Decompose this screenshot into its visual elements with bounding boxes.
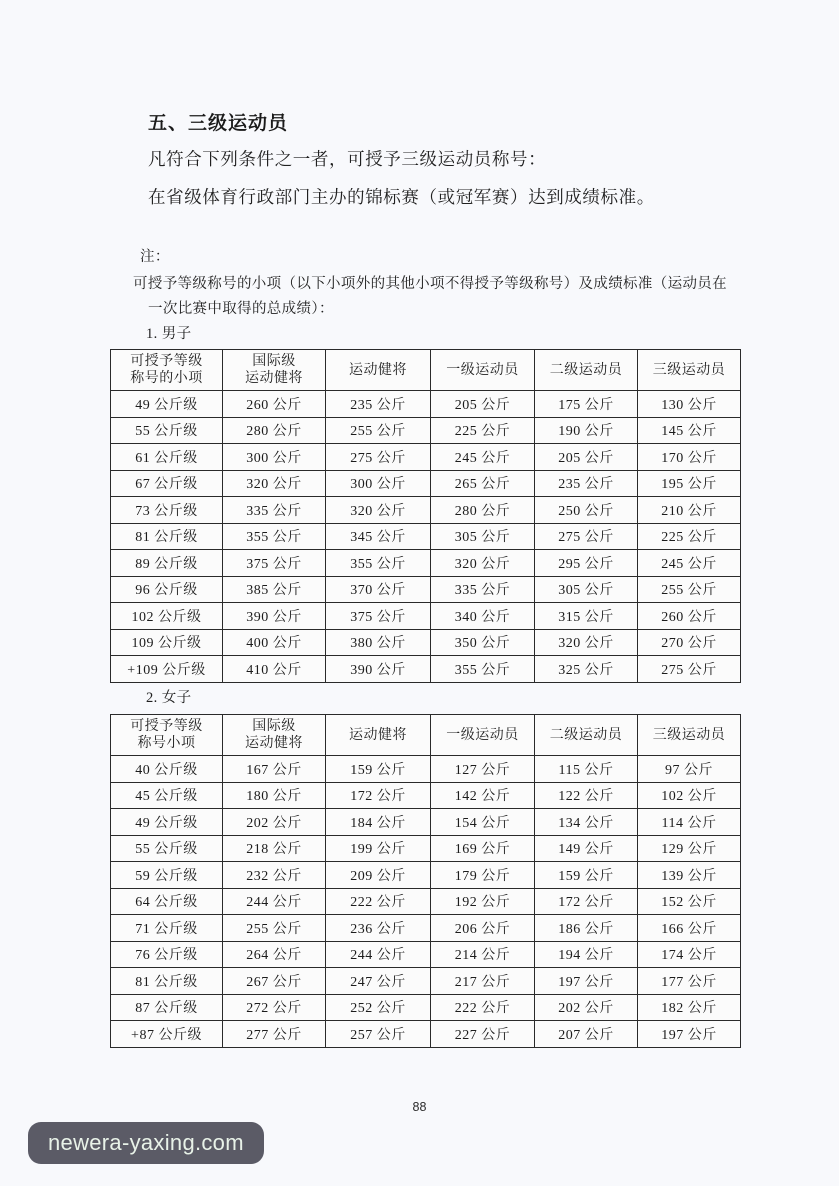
page-title: 五、三级运动员	[148, 113, 289, 134]
page-number: 88	[412, 1100, 427, 1114]
cell-standard: 166 公斤	[638, 915, 741, 942]
cell-standard: 244 公斤	[326, 941, 431, 968]
table-row	[111, 656, 741, 683]
cell-standard: 375 公斤	[326, 603, 431, 630]
column-header-event-line2: 称号的小项	[130, 371, 203, 386]
cell-standard: 218 公斤	[223, 835, 326, 862]
cell-standard: 195 公斤	[638, 470, 741, 497]
cell-standard: 340 公斤	[431, 603, 535, 630]
cell-standard: 244 公斤	[223, 888, 326, 915]
cell-standard: 320 公斤	[431, 550, 535, 577]
cell-standard: 159 公斤	[535, 862, 638, 889]
cell-standard: 320 公斤	[535, 629, 638, 656]
table-header-row	[111, 350, 741, 391]
cell-standard: 129 公斤	[638, 835, 741, 862]
cell-standard: 235 公斤	[535, 470, 638, 497]
table-body-women	[111, 756, 741, 1048]
cell-event-class: 59 公斤级	[111, 862, 223, 889]
cell-standard: 177 公斤	[638, 968, 741, 995]
cell-standard: 335 公斤	[431, 576, 535, 603]
table-header-row	[111, 715, 741, 756]
cell-standard: 199 公斤	[326, 835, 431, 862]
cell-standard: 277 公斤	[223, 1021, 326, 1048]
cell-standard: 225 公斤	[638, 523, 741, 550]
cell-standard: 264 公斤	[223, 941, 326, 968]
cell-standard: 227 公斤	[431, 1021, 535, 1048]
cell-standard: 182 公斤	[638, 994, 741, 1021]
cell-standard: 345 公斤	[326, 523, 431, 550]
cell-standard: 202 公斤	[535, 994, 638, 1021]
cell-standard: 275 公斤	[326, 444, 431, 471]
cell-event-class: 109 公斤级	[111, 629, 223, 656]
cell-standard: 355 公斤	[326, 550, 431, 577]
cell-standard: 350 公斤	[431, 629, 535, 656]
column-header-intl-line2: 运动健将	[245, 371, 303, 386]
cell-standard: 305 公斤	[431, 523, 535, 550]
cell-standard: 280 公斤	[431, 497, 535, 524]
cell-standard: 130 公斤	[638, 391, 741, 418]
cell-standard: 410 公斤	[223, 656, 326, 683]
table-row	[111, 391, 741, 418]
table-row	[111, 603, 741, 630]
cell-standard: 385 公斤	[223, 576, 326, 603]
cell-standard: 145 公斤	[638, 417, 741, 444]
cell-standard: 134 公斤	[535, 809, 638, 836]
column-header-grade-3: 三级运动员	[638, 350, 741, 391]
column-header-intl-line1: 国际级	[252, 719, 296, 734]
cell-standard: 197 公斤	[638, 1021, 741, 1048]
cell-standard: 260 公斤	[638, 603, 741, 630]
cell-standard: 390 公斤	[326, 656, 431, 683]
table-row	[111, 941, 741, 968]
cell-standard: 280 公斤	[223, 417, 326, 444]
table-row	[111, 523, 741, 550]
cell-standard: 206 公斤	[431, 915, 535, 942]
cell-standard: 250 公斤	[535, 497, 638, 524]
cell-standard: 169 公斤	[431, 835, 535, 862]
column-header-intl-line1: 国际级	[252, 354, 296, 369]
cell-event-class: 55 公斤级	[111, 835, 223, 862]
cell-standard: 305 公斤	[535, 576, 638, 603]
cell-standard: 257 公斤	[326, 1021, 431, 1048]
cell-standard: 167 公斤	[223, 756, 326, 783]
cell-standard: 214 公斤	[431, 941, 535, 968]
cell-event-class: +87 公斤级	[111, 1021, 223, 1048]
cell-standard: 175 公斤	[535, 391, 638, 418]
column-header-grade-2: 二级运动员	[535, 350, 638, 391]
cell-standard: 390 公斤	[223, 603, 326, 630]
cell-standard: 152 公斤	[638, 888, 741, 915]
cell-standard: 205 公斤	[431, 391, 535, 418]
column-header-international-master	[223, 350, 326, 391]
cell-event-class: 61 公斤级	[111, 444, 223, 471]
cell-standard: 172 公斤	[535, 888, 638, 915]
cell-event-class: 87 公斤级	[111, 994, 223, 1021]
table-row	[111, 470, 741, 497]
cell-event-class: 96 公斤级	[111, 576, 223, 603]
table-row	[111, 1021, 741, 1048]
cell-event-class: 55 公斤级	[111, 417, 223, 444]
cell-standard: 252 公斤	[326, 994, 431, 1021]
cell-standard: 255 公斤	[223, 915, 326, 942]
cell-standard: 232 公斤	[223, 862, 326, 889]
cell-standard: 380 公斤	[326, 629, 431, 656]
cell-event-class: 40 公斤级	[111, 756, 223, 783]
note-line-2: 一次比赛中取得的总成绩）：	[148, 301, 334, 317]
cell-standard: 139 公斤	[638, 862, 741, 889]
cell-standard: 320 公斤	[223, 470, 326, 497]
cell-standard: 236 公斤	[326, 915, 431, 942]
column-header-grade-3: 三级运动员	[638, 715, 741, 756]
table-row	[111, 968, 741, 995]
cell-event-class: 102 公斤级	[111, 603, 223, 630]
cell-standard: 375 公斤	[223, 550, 326, 577]
cell-standard: 267 公斤	[223, 968, 326, 995]
cell-standard: 186 公斤	[535, 915, 638, 942]
cell-event-class: 81 公斤级	[111, 523, 223, 550]
cell-standard: 245 公斤	[431, 444, 535, 471]
cell-standard: 300 公斤	[326, 470, 431, 497]
table-caption-women: 2. 女子	[146, 690, 192, 706]
cell-standard: 170 公斤	[638, 444, 741, 471]
cell-standard: 102 公斤	[638, 782, 741, 809]
note-label: 注：	[140, 249, 170, 265]
cell-standard: 400 公斤	[223, 629, 326, 656]
cell-standard: 209 公斤	[326, 862, 431, 889]
cell-standard: 300 公斤	[223, 444, 326, 471]
cell-standard: 295 公斤	[535, 550, 638, 577]
column-header-event	[111, 715, 223, 756]
cell-standard: 207 公斤	[535, 1021, 638, 1048]
cell-standard: 197 公斤	[535, 968, 638, 995]
cell-event-class: 71 公斤级	[111, 915, 223, 942]
cell-standard: 255 公斤	[638, 576, 741, 603]
cell-event-class: 45 公斤级	[111, 782, 223, 809]
cell-standard: 180 公斤	[223, 782, 326, 809]
cell-standard: 154 公斤	[431, 809, 535, 836]
cell-event-class: 81 公斤级	[111, 968, 223, 995]
cell-standard: 159 公斤	[326, 756, 431, 783]
cell-event-class: 49 公斤级	[111, 391, 223, 418]
cell-event-class: 67 公斤级	[111, 470, 223, 497]
column-header-event	[111, 350, 223, 391]
cell-standard: 222 公斤	[326, 888, 431, 915]
cell-standard: 127 公斤	[431, 756, 535, 783]
table-row	[111, 417, 741, 444]
cell-standard: 174 公斤	[638, 941, 741, 968]
cell-standard: 355 公斤	[431, 656, 535, 683]
column-header-grade-1: 一级运动员	[431, 715, 535, 756]
cell-standard: 247 公斤	[326, 968, 431, 995]
table-row	[111, 782, 741, 809]
cell-event-class: 76 公斤级	[111, 941, 223, 968]
body-paragraph-1: 凡符合下列条件之一者，可授予三级运动员称号：	[148, 149, 547, 169]
column-header-international-master	[223, 715, 326, 756]
cell-standard: 202 公斤	[223, 809, 326, 836]
cell-standard: 217 公斤	[431, 968, 535, 995]
cell-standard: 355 公斤	[223, 523, 326, 550]
table-body-men	[111, 391, 741, 683]
note-line-1: 可授予等级称号的小项（以下小项外的其他小项不得授予等级称号）及成绩标准（运动员在	[133, 276, 727, 292]
cell-standard: 235 公斤	[326, 391, 431, 418]
cell-standard: 260 公斤	[223, 391, 326, 418]
cell-standard: 192 公斤	[431, 888, 535, 915]
cell-standard: 270 公斤	[638, 629, 741, 656]
column-header-master: 运动健将	[326, 715, 431, 756]
table-row	[111, 809, 741, 836]
cell-standard: 320 公斤	[326, 497, 431, 524]
cell-standard: 275 公斤	[638, 656, 741, 683]
cell-standard: 245 公斤	[638, 550, 741, 577]
table-row	[111, 629, 741, 656]
cell-standard: 97 公斤	[638, 756, 741, 783]
cell-standard: 210 公斤	[638, 497, 741, 524]
cell-standard: 114 公斤	[638, 809, 741, 836]
cell-standard: 184 公斤	[326, 809, 431, 836]
column-header-intl-line2: 运动健将	[245, 736, 303, 751]
table-row	[111, 888, 741, 915]
table-row	[111, 444, 741, 471]
column-header-event-line1: 可授予等级	[130, 719, 203, 734]
cell-standard: 205 公斤	[535, 444, 638, 471]
watermark-badge: newera-yaxing.com	[28, 1122, 264, 1164]
cell-standard: 370 公斤	[326, 576, 431, 603]
cell-standard: 225 公斤	[431, 417, 535, 444]
cell-standard: 172 公斤	[326, 782, 431, 809]
cell-standard: 265 公斤	[431, 470, 535, 497]
table-row	[111, 756, 741, 783]
cell-standard: 335 公斤	[223, 497, 326, 524]
cell-standard: 122 公斤	[535, 782, 638, 809]
cell-event-class: +109 公斤级	[111, 656, 223, 683]
cell-standard: 315 公斤	[535, 603, 638, 630]
table-row	[111, 915, 741, 942]
cell-standard: 115 公斤	[535, 756, 638, 783]
table-caption-men: 1. 男子	[146, 326, 192, 342]
cell-standard: 255 公斤	[326, 417, 431, 444]
cell-standard: 272 公斤	[223, 994, 326, 1021]
cell-event-class: 73 公斤级	[111, 497, 223, 524]
standards-table-men	[110, 349, 741, 683]
standards-table-women	[110, 714, 741, 1048]
cell-standard: 222 公斤	[431, 994, 535, 1021]
cell-standard: 179 公斤	[431, 862, 535, 889]
cell-event-class: 49 公斤级	[111, 809, 223, 836]
cell-standard: 194 公斤	[535, 941, 638, 968]
cell-event-class: 89 公斤级	[111, 550, 223, 577]
column-header-master: 运动健将	[326, 350, 431, 391]
body-paragraph-2: 在省级体育行政部门主办的锦标赛（或冠军赛）达到成绩标准。	[148, 187, 655, 207]
column-header-event-line2: 称号小项	[137, 736, 196, 751]
column-header-grade-1: 一级运动员	[431, 350, 535, 391]
table-row	[111, 576, 741, 603]
column-header-grade-2: 二级运动员	[535, 715, 638, 756]
cell-event-class: 64 公斤级	[111, 888, 223, 915]
cell-standard: 275 公斤	[535, 523, 638, 550]
cell-standard: 142 公斤	[431, 782, 535, 809]
cell-standard: 190 公斤	[535, 417, 638, 444]
cell-standard: 149 公斤	[535, 835, 638, 862]
table-row	[111, 862, 741, 889]
column-header-event-line1: 可授予等级	[130, 354, 203, 369]
table-row	[111, 835, 741, 862]
table-row	[111, 497, 741, 524]
table-row	[111, 550, 741, 577]
cell-standard: 325 公斤	[535, 656, 638, 683]
table-row	[111, 994, 741, 1021]
